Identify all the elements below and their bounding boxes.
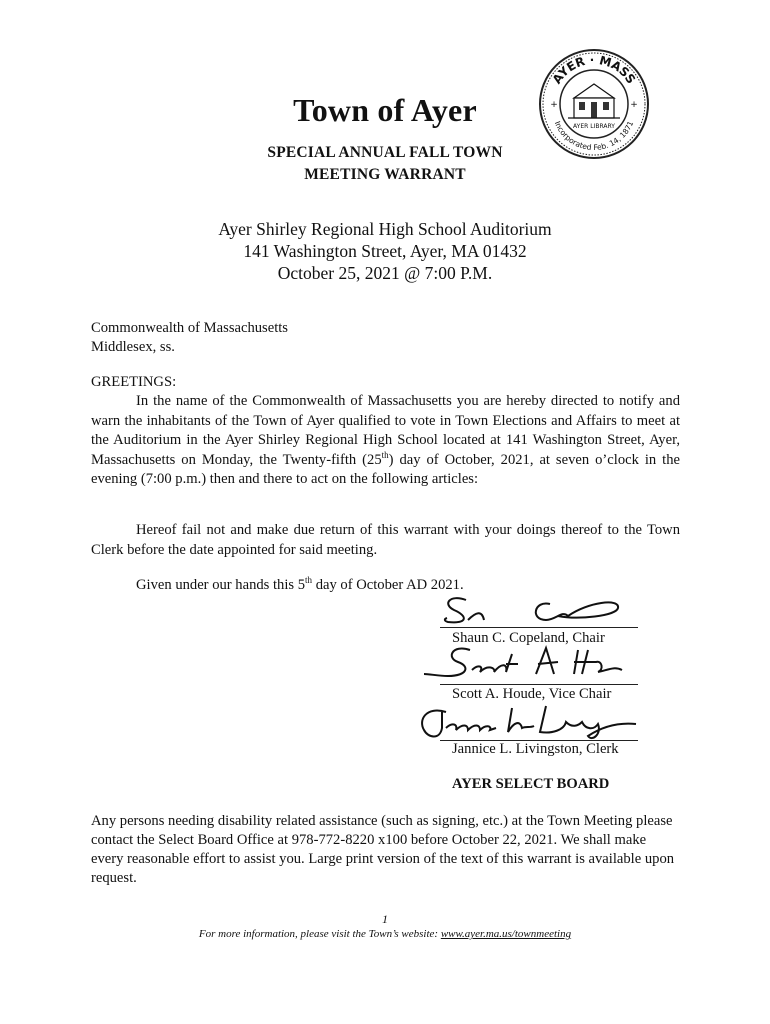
hereof-paragraph: Hereof fail not and make due return of this warrant with your doings thereof to the Town Clerk before the date appointed for said meeting. [91, 522, 680, 558]
page-number: 1 [382, 912, 388, 926]
signatory-name-1: Shaun C. Copeland, Chair [452, 630, 605, 646]
greetings-heading: GREETINGS: [91, 374, 177, 390]
given-sup: th [305, 575, 313, 586]
signatory-name-3: Jannice L. Livingston, Clerk [452, 741, 619, 757]
seal-library-text: AYER LIBRARY [573, 123, 615, 130]
venue-line1: Ayer Shirley Regional High School Auditorium [218, 219, 552, 239]
signature-line-2 [440, 684, 638, 685]
given-text-b: day of October AD 2021. [312, 577, 464, 593]
signature-line-1 [440, 627, 638, 628]
footer-info-text: For more information, please visit the Town’s website: [198, 928, 441, 940]
signature-copeland [438, 590, 638, 630]
greetings-text-a: In the name of the Commonwealth of Massachusetts you are hereby directed to notify and warn the inhabitants of the Town of Ayer qualified to vote in Town Elections and Affairs to meet at the Auditorium in the Ayer Shirley Regional High School located at 141 Washington Street, Ayer, Massachusetts on Monday, the Twenty-fifth (25 [91, 393, 680, 468]
venue-date: October 25, 2021 @ 7:00 P.M. [277, 263, 493, 283]
footer-info [0, 928, 770, 940]
greetings-text-b: ) day of October, 2021, at seven o’clock in the evening (7:00 p.m.) then and there to act on the following articles: [91, 451, 680, 488]
svg-text:+: + [630, 100, 638, 110]
greetings-sup: th [381, 449, 389, 460]
signatory-name-2: Scott A. Houde, Vice Chair [452, 686, 612, 702]
town-meeting-link[interactable]: www.ayer.ma.us/townmeeting [440, 928, 572, 940]
jurisdiction-line2: Middlesex, ss. [91, 339, 175, 355]
jurisdiction-line1: Commonwealth of Massachusetts [91, 320, 288, 336]
accessibility-paragraph: Any persons needing disability related assistance (such as signing, etc.) at the Town Meeting please contact the Select Board Office at 978-772-8220 x100 before October 22, 2021. We shall make every reasonable effort to assist you. Large print version of the text of this warrant is available upon request. [91, 813, 675, 886]
seal-bottom-text: Incorporated Feb. 14, 1871 [552, 119, 636, 153]
venue-line2: 141 Washington Street, Ayer, MA 01432 [243, 241, 527, 261]
select-board-label: AYER SELECT BOARD [452, 776, 610, 792]
svg-text:+: + [550, 100, 558, 110]
signature-houde [418, 640, 628, 686]
document-subtitle-line1: SPECIAL ANNUAL FALL TOWN [267, 144, 503, 161]
given-text-a: Given under our hands this 5 [136, 577, 306, 593]
document-subtitle-line2: MEETING WARRANT [304, 166, 466, 183]
greetings-paragraph [91, 392, 680, 490]
seal-top-text: AYER · MASS [549, 52, 639, 87]
document-title: Town of Ayer [293, 92, 477, 128]
